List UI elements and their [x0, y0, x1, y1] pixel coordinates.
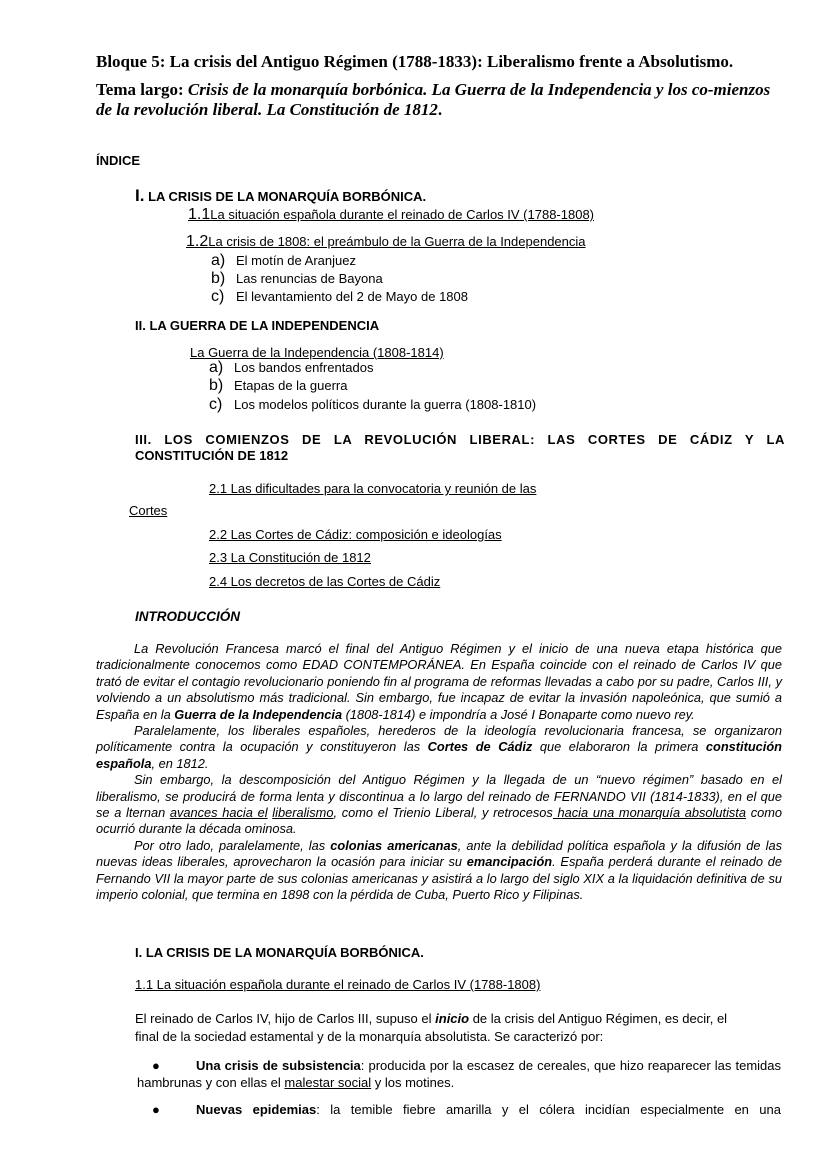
toc-item: a) Los bandos enfrentados: [209, 359, 374, 376]
tema-heading: Tema largo: Crisis de la monarquía borbónica. La Guerra de la Independencia y los co-mienzos de la revolución liberal. La Constitución de 1812.: [96, 80, 771, 119]
bullet-icon: ●: [152, 1058, 160, 1073]
toc-sub-3-3: 2.3 La Constitución de 1812: [209, 550, 371, 565]
section-1-1-body: El reinado de Carlos IV, hijo de Carlos III, supuso el inicio de la crisis del Antiguo Régimen, es decir, el final de la sociedad estamental y de la monarquía absolutista. Se caracterizó por:: [135, 1011, 728, 1044]
toc-sub-3-1-cont: Cortes: [129, 503, 168, 518]
toc-sub-3-2: 2.2 Las Cortes de Cádiz: composición e ideologías: [209, 527, 502, 542]
tema-text: Crisis de la monarquía borbónica. La Guerra de la Independencia y los co-mienzos de la revolución liberal. La Constitución de 1812: [96, 80, 771, 119]
toc-section-1: I. LA CRISIS DE LA MONARQUÍA BORBÓNICA.: [135, 186, 427, 205]
bullet-item: ● Nuevas epidemias: la temible fiebre amarilla y el cólera incidían especialmente en una: [152, 1102, 781, 1117]
toc-sub-3-1: 2.1 Las dificultades para la convocatoria y reunión de las: [209, 481, 537, 496]
toc-item: b) Las renuncias de Bayona: [211, 270, 383, 287]
intro-paragraph: Sin embargo, la descomposición del Antiguo Régimen y la llegada de un “nuevo régimen” basado en el liberalismo, se producirá de forma lenta y discontinua a lo largo del reinado de FERNANDO VII (1814-1833), en el que se a lternan avances hacia el liberalismo, como el Trienio Liberal, y retrocesos hacia una monarquía absolutista como ocurrió durante la década ominosa.: [96, 772, 782, 837]
intro-paragraph: Por otro lado, paralelamente, las colonias americanas, ante la debilidad política española y la difusión de las nuevas ideas liberales, aprovecharon la ocasión para iniciar su emancipación. España perderá durante el reinado de Fernando VII la mayor parte de sus colonias americanas y asistirá a lo largo del siglo XIX a la liquidación definitiva de su imperio colonial, que termina en 1898 con la pérdida de Cuba, Puerto Rico y Filipinas.: [96, 837, 782, 903]
bullet-item: ● Una crisis de subsistencia: producida por la escasez de cereales, que hizo reaparecer las temidas hambrunas y con ellas el malestar social y los motines.: [137, 1058, 781, 1090]
toc-sub-2: La Guerra de la Independencia (1808-1814): [190, 345, 444, 360]
section-1-heading: I. LA CRISIS DE LA MONARQUÍA BORBÓNICA.: [135, 945, 424, 960]
toc-item: b) Etapas de la guerra: [209, 377, 348, 394]
section-1-1-heading: 1.1 La situación española durante el reinado de Carlos IV (1788-1808): [135, 977, 541, 992]
bullet-icon: ●: [152, 1102, 160, 1117]
document-title: Bloque 5: La crisis del Antiguo Régimen (1788-1833): Liberalismo frente a Absolutismo.: [96, 52, 734, 71]
intro-paragraph: La Revolución Francesa marcó el final del Antiguo Régimen y el inicio de una nueva etapa histórica que tradicionalmente conocemos como EDAD CONTEMPORÁNEA. En España coincide con el reinado de Carlos IV que trató de evitar el contagio revolucionario poniendo fin al programa de reformas llevadas a cabo por su padre, Carlos III, y volviendo a un absolutismo más tradicional. Sin embargo, fue incapaz de evitar la invasión napoleónica, que sumió a España en la Guerra de la Independencia (1808-1814) e impondría a José I Bonaparte como nuevo rey.: [96, 641, 782, 722]
toc-item: a) El motín de Aranjuez: [211, 252, 356, 269]
intro-body: [96, 641, 782, 904]
intro-heading: INTRODUCCIÓN: [135, 609, 240, 624]
toc-sub-3-4: 2.4 Los decretos de las Cortes de Cádiz: [209, 574, 441, 589]
toc-section-3: III. LOS COMIENZOS DE LA REVOLUCIÓN LIBERAL: LAS CORTES DE CÁDIZ Y LA CONSTITUCIÓN DE 1812: [135, 432, 785, 463]
toc-sub-1-2: 1.2La crisis de 1808: el preámbulo de la Guerra de la Independencia: [186, 233, 586, 250]
index-heading: ÍNDICE: [96, 153, 141, 168]
tema-label: Tema largo:: [96, 80, 184, 99]
intro-paragraph: Paralelamente, los liberales españoles, herederos de la ideología revolucionaria francesa, se organizaron políticamente contra la ocupación y constituyeron las Cortes de Cádiz que elaboraron la primera constitución española, en 1812.: [96, 723, 782, 771]
toc-item: c) Los modelos políticos durante la guerra (1808-1810): [209, 396, 537, 413]
toc-section-2: II. LA GUERRA DE LA INDEPENDENCIA: [135, 318, 380, 333]
toc-sub-1-1: 1.1La situación española durante el reinado de Carlos IV (1788-1808): [188, 206, 595, 223]
toc-item: c) El levantamiento del 2 de Mayo de 1808: [211, 288, 468, 305]
